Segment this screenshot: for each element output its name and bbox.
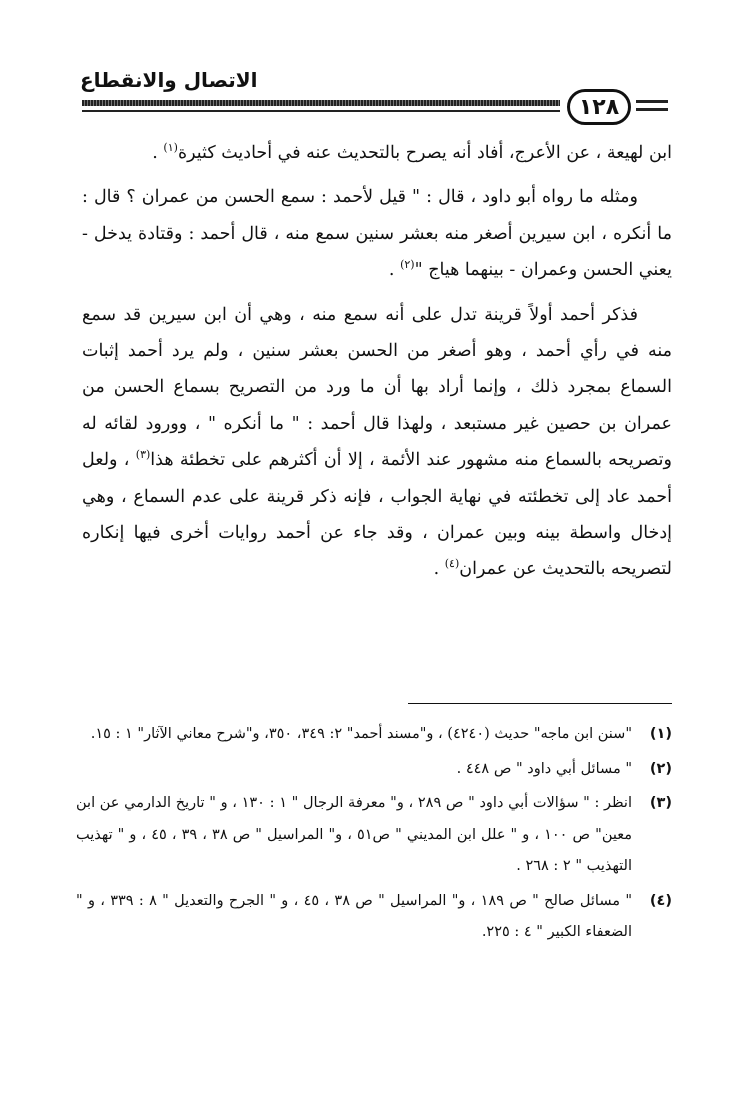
footnote-ref-2: (٢) [400,258,415,272]
header-dash-bottom [636,108,668,111]
footnote-text: " مسائل صالح " ص ١٨٩ ، و" المراسيل " ص ٣٨ ، ٤٥ ، و " الجرح والتعديل " ٨ : ٣٣٩ ، و " الضعفاء الكبير " ٤ : ٢٢٥. [76,892,633,940]
header-dash-top [636,100,668,103]
main-text [82,135,672,588]
footnote-number: (٣) [649,795,672,811]
footnote-text: " مسائل أبي داود " ص ٤٤٨ . [456,760,632,777]
footnote-number: (١) [649,726,672,742]
header-rule-thin [82,110,560,112]
footnote-ref-1: (١) [163,141,178,155]
paragraph-1: ابن لهيعة ، عن الأعرج، أفاد أنه يصرح بالتحديث عنه في أحاديث كثيرة$^{(١)}$ . [152,141,672,163]
footnote-ref-4: (٤) [444,557,460,571]
footnote-4 [76,886,672,949]
footnotes [76,719,672,949]
footnote-separator [408,703,672,704]
paragraph-2: ومثله ما رواه أبو داود ، قال : " قيل لأحمد : سمع الحسن من عمران ؟ قال : ما أنكره ، ابن سيرين أصغر منه بعشر سنين سمع منه ، قال أحمد : وقتادة يدخل - يعني الحسن وعمران - بينهما هياج "$^{(٢)}$ . [82,187,672,281]
footnote-ref-3: (٣) [135,448,151,462]
footnote-text: "سنن ابن ماجه" حديث (٤٢٤٠) ، و"مسند أحمد" ٢: ٣٤٩، ٣٥٠، و"شرح معاني الآثار" ١ : ١٥. [90,726,632,742]
footnote-2 [76,754,672,786]
footnote-3 [76,788,672,883]
paragraph-3: فذكر أحمد أولاً قرينة تدل على أنه سمع منه ، وهي أن ابن سيرين قد سمع منه في رأي أحمد ، وهو أصغر من الحسن بعشر سنين ، ولم يرد أحمد إثبات السماع بمجرد ذلك ، وإنما أراد بها أن ما ورد من التصريح بسماع الحسن من عمران بن حصين غير مستبعد ، ولهذا قال أحمد : " ما أنكره " ، وورود لقائه له وتصريحه بالسماع منه مشهور عند الأئمة ، إلا أن أكثرهم على تخطئة هذا$^{(٣)}$ ، ولعل أحمد عاد إلى تخطئته في نهاية الجواب ، فإنه ذكر قرينة على عدم السماع ، وهي إدخال واسطة بينه وبين عمران ، وقد جاء عن أحمد روايات أخرى فيها إنكاره لتصريحه بالتحديث عن عمران$^{(٤)}$ . [82,304,672,580]
footnote-number: (٢) [649,760,672,777]
footnote-text: انظر : " سؤالات أبي داود " ص ٢٨٩ ، و" معرفة الرجال " ١ : ١٣٠ ، و " تاريخ الدارمي عن ابن معين" ص ١٠٠ ، و " علل ابن المديني " ص٥١ ، و" المراسيل " ص ٣٨ ، ٣٩ ، ٤٥ ، و " تهذيب التهذيب " ٢ : ٢٦٨ . [76,795,632,874]
header-rule-thick [82,100,560,106]
footnote-number: (٤) [649,892,672,909]
footnote-1 [76,719,672,751]
running-header-title: الاتصال والانقطاع [80,68,258,92]
page-number: ١٢٨ [567,89,631,125]
